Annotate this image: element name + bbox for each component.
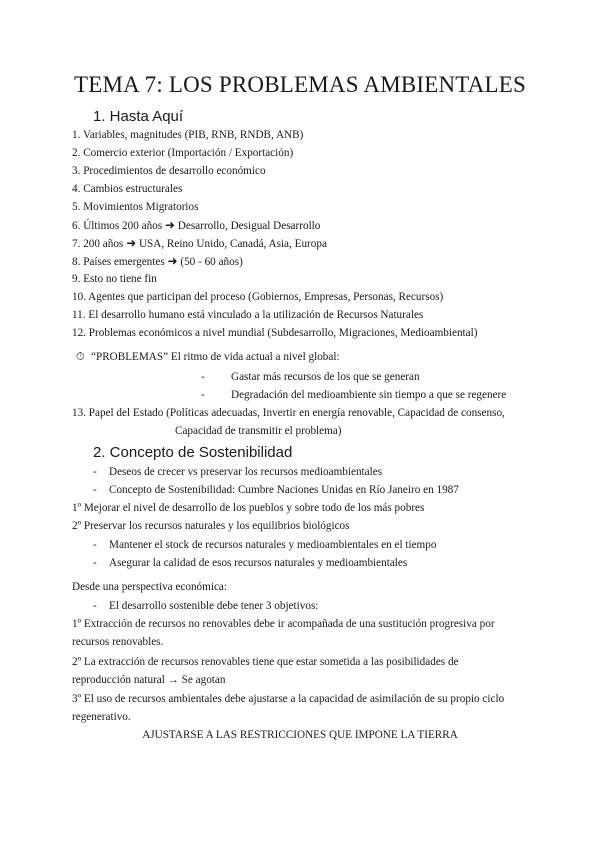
list-item: 12. Problemas económicos a nivel mundial (Subdesarrollo, Migraciones, Medioambiental) (72, 327, 478, 339)
list-item: 1º Mejorar el nivel de desarrollo de los pueblos y sobre todo de los más pobres (72, 502, 425, 514)
objective-2-cont: reproducción natural → Se agotan (72, 674, 226, 686)
list-item-13: 13. Papel del Estado (Políticas adecuadas, Invertir en energía renovable, Capacidad de consenso, (72, 407, 505, 419)
list-item: 2º Preservar los recursos naturales y los equilibrios biológicos (72, 520, 350, 532)
list-item: 5. Movimientos Migratorios (72, 201, 199, 213)
list-item: Deseos de crecer vs preservar los recursos medioambientales (109, 466, 383, 478)
list-item: Degradación del medioambiente sin tiempo a que se regenere (231, 389, 507, 401)
closing-statement: AJUSTARSE A LAS RESTRICCIONES QUE IMPONE LA TIERRA (142, 729, 458, 741)
right-arrow-icon: ➜ (126, 236, 137, 250)
list-item: 3. Procedimientos de desarrollo económico (72, 165, 266, 177)
dash-bullet: - (201, 371, 205, 383)
list-item-13-cont: Capacidad de transmitir el problema) (175, 425, 342, 437)
right-arrow-icon: ➜ (164, 218, 175, 232)
item-text: 7. 200 años (72, 238, 127, 250)
item-text: 6. Últimos 200 años (72, 220, 165, 232)
list-item: 2. Comercio exterior (Importación / Exportación) (72, 147, 294, 159)
section-heading-hasta-aqui: 1. Hasta Aquí (93, 108, 184, 125)
list-item: Gastar más recursos de los que se generan (231, 371, 420, 383)
page-title: TEMA 7: LOS PROBLEMAS AMBIENTALES (73, 72, 527, 97)
item-text: 8. Países emergentes (72, 256, 168, 268)
list-item-8 (72, 254, 243, 269)
objective-1-cont: recursos renovables. (72, 636, 164, 648)
dash-bullet: - (201, 389, 205, 401)
dash-bullet: - (93, 539, 97, 551)
objective-3: 3º El uso de recursos ambientales debe ajustarse a la capacidad de asimilación de su propio ciclo (72, 693, 505, 705)
list-item: 9. Esto no tiene fin (72, 273, 157, 285)
econ-intro: Desde una perspectiva económica: (72, 581, 228, 593)
list-item: Asegurar la calidad de esos recursos naturales y medioambientales (109, 557, 408, 569)
list-item: 10. Agentes que participan del proceso (Gobiernos, Empresas, Personas, Recursos) (72, 291, 444, 303)
objective-3-cont: regenerativo. (72, 711, 131, 723)
dash-bullet: - (93, 557, 97, 569)
dash-bullet: - (93, 466, 97, 478)
list-item: 1. Variables, magnitudes (PIB, RNB, RNDB, ANB) (72, 129, 304, 141)
section-heading-sostenibilidad: 2. Concepto de Sostenibilidad (93, 444, 293, 461)
item-text: (50 - 60 años) (177, 256, 243, 268)
item-text: Desarrollo, Desigual Desarrollo (174, 220, 321, 232)
dash-bullet: - (93, 484, 97, 496)
list-item: Concepto de Sostenibilidad: Cumbre Naciones Unidas en Río Janeiro en 1987 (109, 484, 459, 496)
list-item: El desarrollo sostenible debe tener 3 objetivos: (109, 600, 319, 612)
list-item: 11. El desarrollo humano está vinculado a la utilización de Recursos Naturales (72, 309, 424, 321)
right-arrow-icon: ➜ (167, 254, 178, 268)
stopwatch-icon: ⏱ (76, 351, 85, 363)
objective-2: 2º La extracción de recursos renovables tiene que estar sometida a las posibilidades de (72, 656, 459, 668)
objective-1: 1º Extracción de recursos no renovables debe ir acompañada de una sustitución progresiva por (72, 618, 495, 630)
list-item-6 (72, 218, 320, 233)
item-text: USA, Reino Unido, Canadá, Asia, Europa (136, 238, 327, 250)
dash-bullet: - (93, 600, 97, 612)
list-item: Mantener el stock de recursos naturales y medioambientales en el tiempo (109, 539, 437, 551)
list-item: 4. Cambios estructurales (72, 183, 183, 195)
problems-heading: “PROBLEMAS” El ritmo de vida actual a nivel global: (91, 351, 340, 363)
list-item-7 (72, 236, 327, 251)
